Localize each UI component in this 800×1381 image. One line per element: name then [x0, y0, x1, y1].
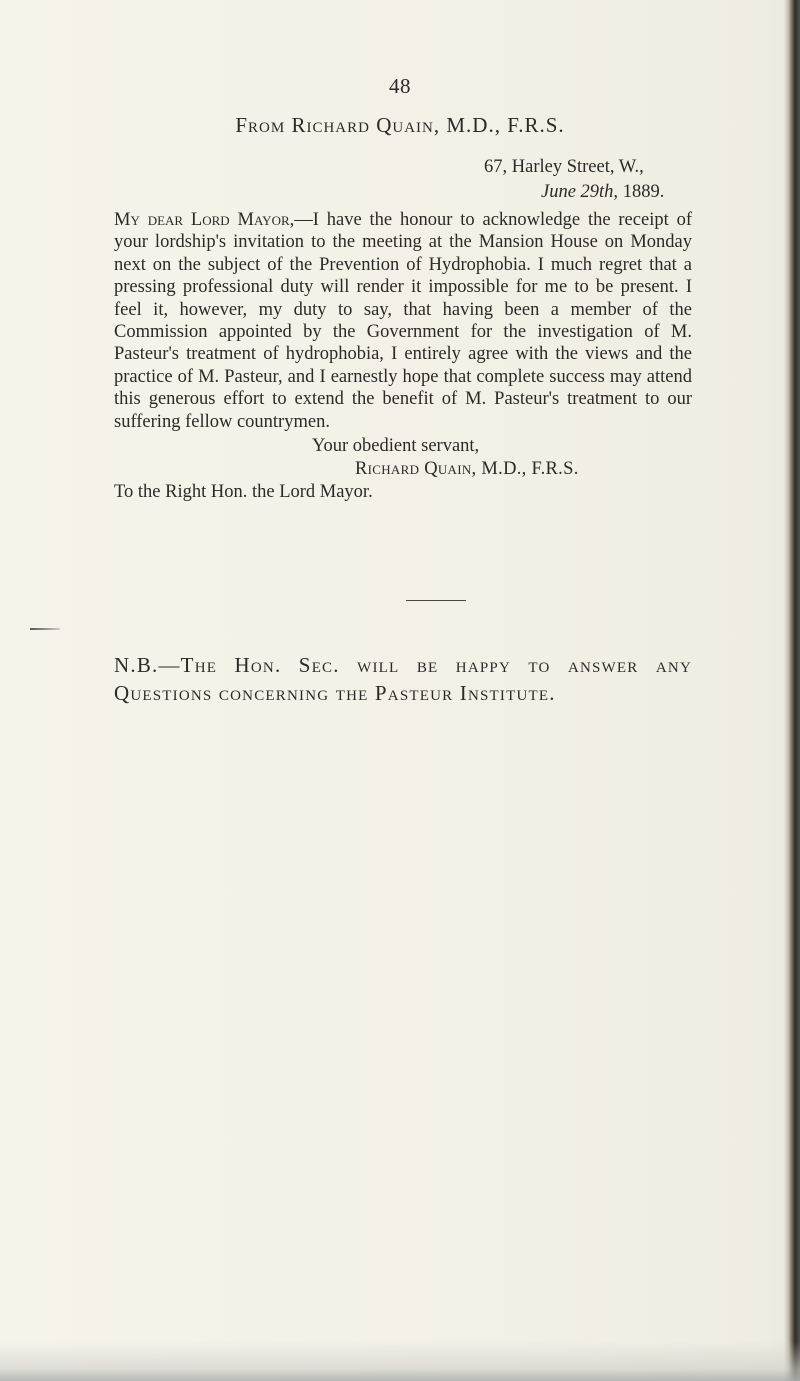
letter-closing: Your obedient servant, [312, 436, 480, 456]
letter-body [114, 209, 692, 433]
section-divider [406, 600, 466, 601]
letter-date [541, 182, 664, 203]
salutation: My dear Lord Mayor, [114, 210, 295, 230]
letter-body-text: —I have the honour to acknowledge the receipt of your lordship's invitation to the meeting at the Mansion House on Monday next on the subject of the Prevention of Hydrophobia. I much regret that a pressing professional duty will render it impossible for me to be present. I feel it, however, my duty to say, that having been a member of the Commission appointed by the Government for the investigation of M. Pasteur's treatment of hydrophobia, I entirely agree with the views and the practice of M. Pasteur, and I earnestly hope that complete success may attend this generous effort to extend the benefit of M. Pasteur's treatment to our suffering fellow countrymen. [114, 210, 692, 432]
page-number: 48 [389, 74, 411, 98]
addressee: To the Right Hon. the Lord Mayor. [114, 482, 373, 502]
book-binding-edge [788, 0, 800, 1381]
nb-note: N.B.—The Hon. Sec. will be happy to answer any Questions concerning the Pasteur Institute. [114, 653, 692, 705]
letter-date-day: June 29th, [541, 182, 619, 202]
sender-address: 67, Harley Street, W., [484, 157, 644, 177]
scan-mark [30, 628, 60, 630]
letter-date-year: 1889. [622, 182, 665, 202]
letter-heading: From Richard Quain, M.D., F.R.S. [235, 113, 565, 137]
signature: Richard Quain, M.D., F.R.S. [355, 459, 579, 479]
page-bottom-shadow [0, 1341, 800, 1381]
